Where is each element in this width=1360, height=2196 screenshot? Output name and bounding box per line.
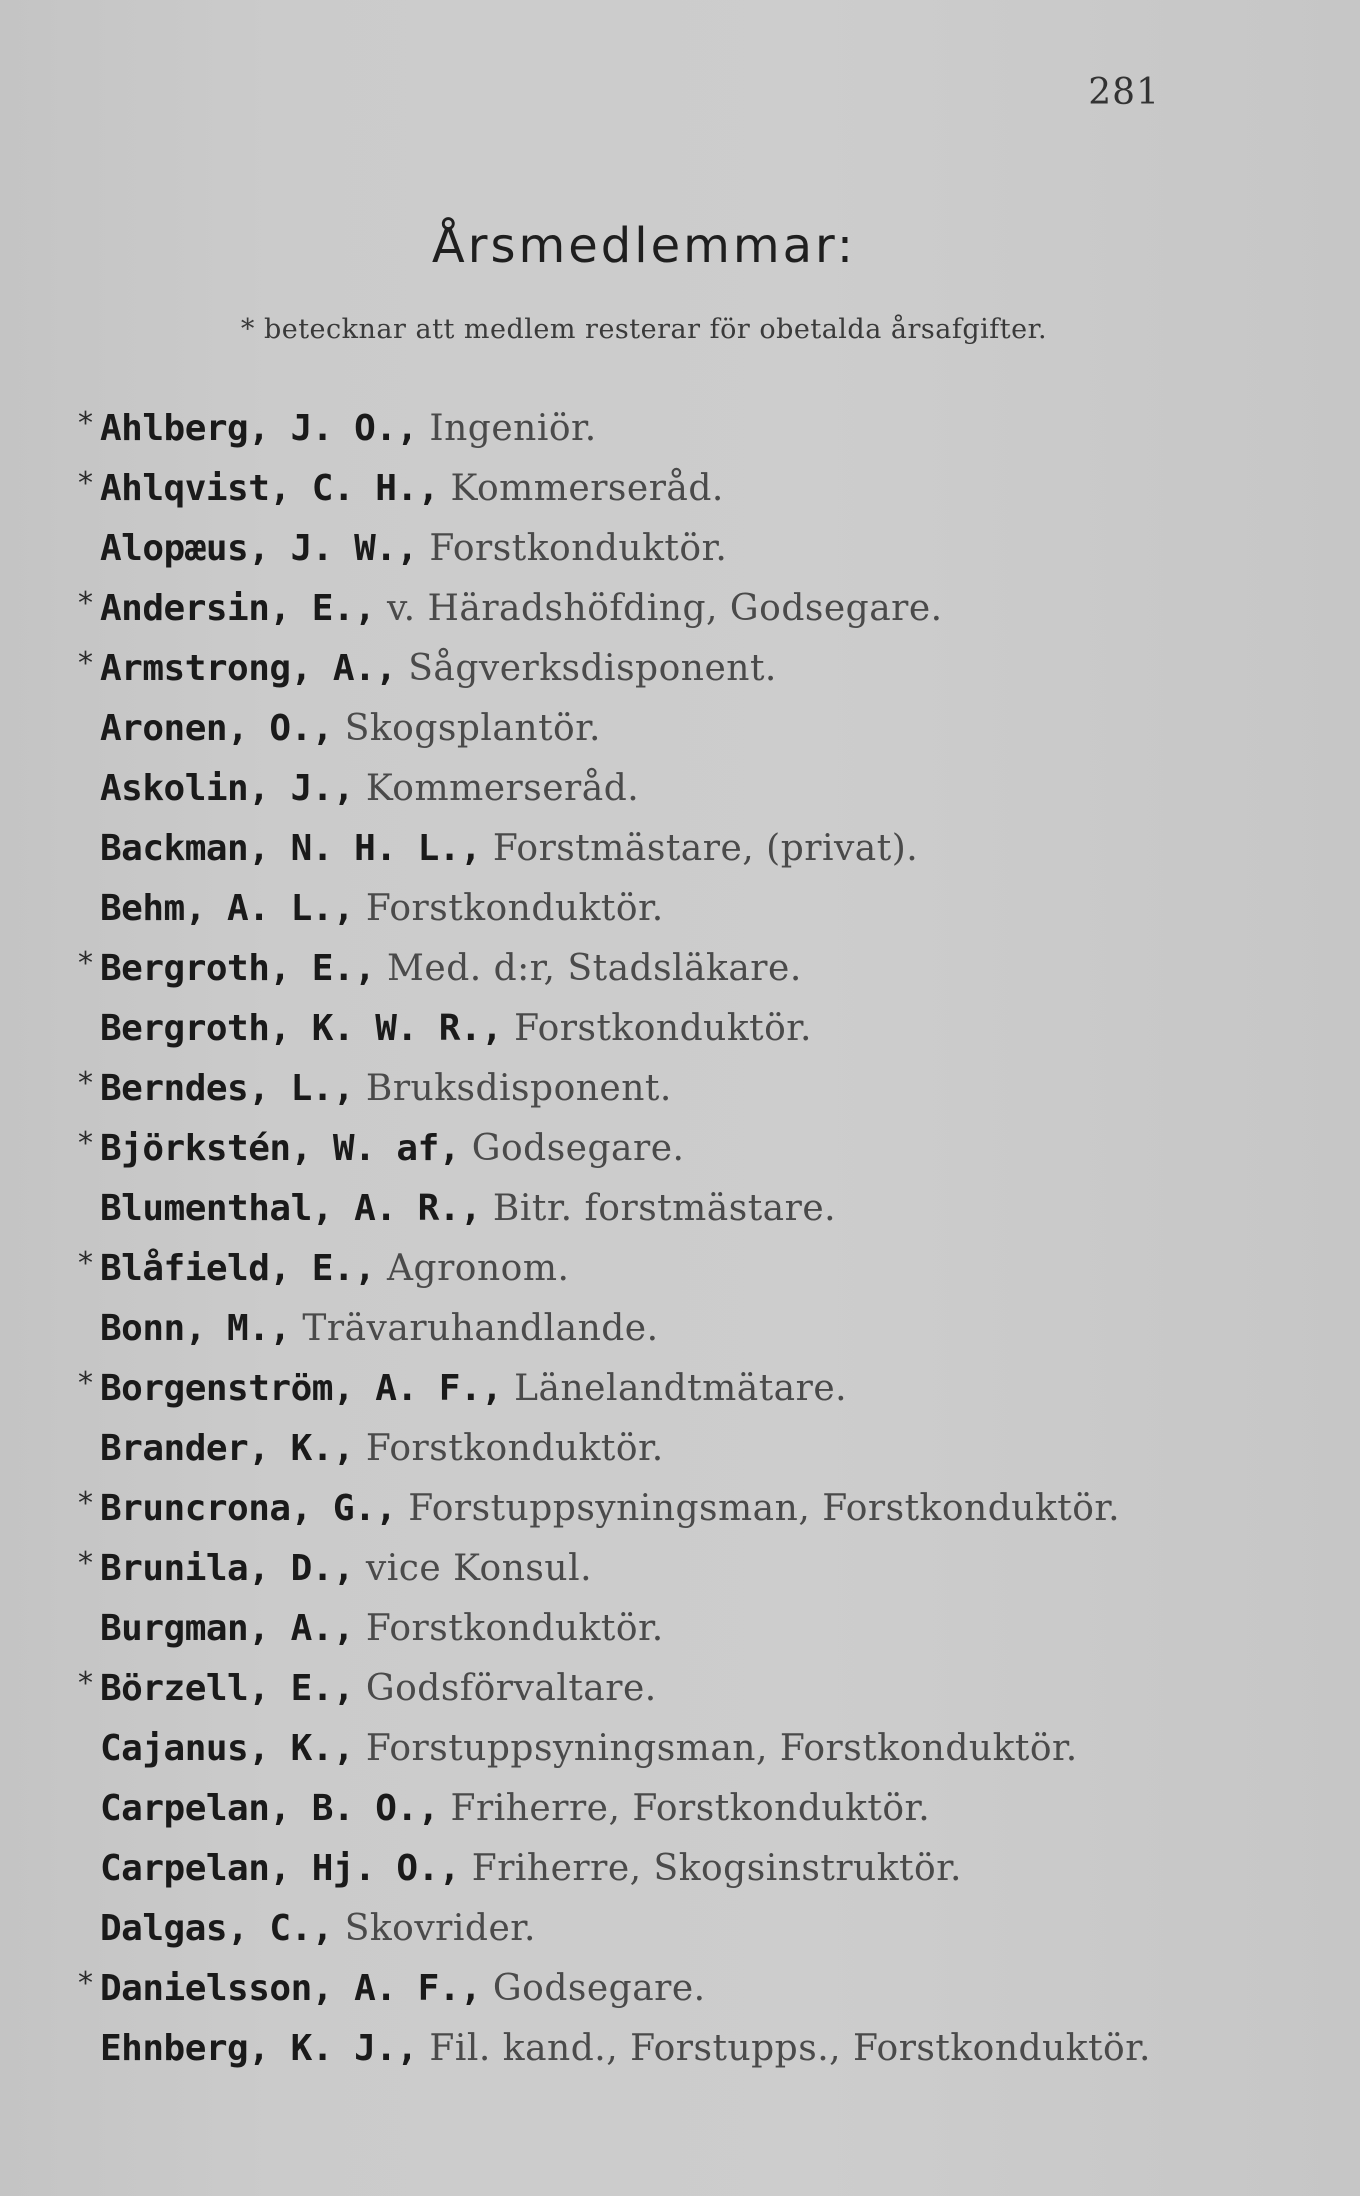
arrears-mark: * [78, 1966, 93, 2001]
footnote-legend: * betecknar att medlem resterar för obetalda årsafgifter. [240, 314, 1048, 345]
member-title: Forstmästare, (privat). [492, 828, 919, 869]
member-name: Bonn, M., [100, 1308, 291, 1349]
member-entry [78, 1118, 1278, 1178]
member-title: Forstuppsyningsman, Forstkonduktör. [408, 1488, 1121, 1529]
arrears-mark: * [78, 1666, 93, 1701]
member-title: Kommerseråd. [365, 768, 640, 809]
member-title: Länelandtmätare. [514, 1368, 848, 1409]
member-entry [78, 998, 1278, 1058]
member-title: Forstkonduktör. [429, 528, 728, 569]
member-entry [78, 518, 1278, 578]
member-name: Blumenthal, A. R., [100, 1188, 482, 1229]
page-heading: Årsmedlemmar: [431, 218, 857, 274]
member-entry [78, 1238, 1278, 1298]
member-title: v. Häradshöfding, Godsegare. [387, 588, 943, 629]
member-entry [78, 1658, 1278, 1718]
member-title: Godsförvaltare. [365, 1668, 657, 1709]
member-name: Björkstén, W. af, [100, 1128, 460, 1169]
member-title: Trävaruhandlande. [302, 1308, 659, 1349]
member-name: Ahlqvist, C. H., [100, 468, 439, 509]
member-entry [78, 1298, 1278, 1358]
member-entry [78, 938, 1278, 998]
member-entry [78, 1058, 1278, 1118]
member-name: Backman, N. H. L., [100, 828, 482, 869]
member-name: Alopæus, J. W., [100, 528, 418, 569]
member-name: Burgman, A., [100, 1608, 355, 1649]
member-entry [78, 398, 1278, 458]
member-title: Forstkonduktör. [365, 1428, 664, 1469]
arrears-mark: * [78, 586, 93, 621]
member-entry [78, 1418, 1278, 1478]
member-title: Agronom. [387, 1248, 570, 1289]
member-title: Forstkonduktör. [365, 888, 664, 929]
member-entry [78, 818, 1278, 878]
member-entry [78, 1838, 1278, 1898]
arrears-mark: * [78, 1066, 93, 1101]
member-entry [78, 1538, 1278, 1598]
arrears-mark: * [78, 1366, 93, 1401]
member-name: Bergroth, K. W. R., [100, 1008, 503, 1049]
member-title: Skovrider. [344, 1908, 536, 1949]
arrears-mark: * [78, 946, 93, 981]
member-name: Borgenström, A. F., [100, 1368, 503, 1409]
arrears-mark: * [78, 1126, 93, 1161]
member-name: Berndes, L., [100, 1068, 355, 1109]
member-entry [78, 698, 1278, 758]
member-entry [78, 1178, 1278, 1238]
member-title: vice Konsul. [365, 1548, 593, 1589]
member-list [78, 398, 1278, 2078]
member-name: Dalgas, C., [100, 1908, 333, 1949]
member-entry [78, 638, 1278, 698]
member-entry [78, 1718, 1278, 1778]
member-entry [78, 458, 1278, 518]
member-name: Ehnberg, K. J., [100, 2028, 418, 2069]
member-name: Carpelan, Hj. O., [100, 1848, 460, 1889]
member-name: Andersin, E., [100, 588, 376, 629]
page-number: 281 [1088, 72, 1160, 113]
member-entry [78, 1898, 1278, 1958]
member-entry [78, 1958, 1278, 2018]
member-title: Ingeniör. [429, 408, 597, 449]
member-name: Börzell, E., [100, 1668, 355, 1709]
member-title: Friherre, Forstkonduktör. [450, 1788, 931, 1829]
arrears-mark: * [78, 646, 93, 681]
member-entry [78, 1778, 1278, 1838]
arrears-mark: * [78, 1246, 93, 1281]
member-title: Bruksdisponent. [365, 1068, 672, 1109]
member-entry [78, 878, 1278, 938]
member-title: Friherre, Skogsinstruktör. [471, 1848, 962, 1889]
member-entry [78, 1358, 1278, 1418]
member-title: Sågverksdisponent. [408, 648, 777, 689]
member-entry [78, 1478, 1278, 1538]
member-entry [78, 1598, 1278, 1658]
arrears-mark: * [78, 1486, 93, 1521]
member-title: Skogsplantör. [344, 708, 601, 749]
arrears-mark: * [78, 406, 93, 441]
member-entry [78, 2018, 1278, 2078]
member-title: Forstuppsyningsman, Forstkonduktör. [365, 1728, 1078, 1769]
member-entry [78, 578, 1278, 638]
member-title: Godsegare. [492, 1968, 706, 2009]
member-title: Kommerseråd. [450, 468, 724, 509]
member-name: Behm, A. L., [100, 888, 355, 929]
member-name: Blåfield, E., [100, 1248, 376, 1289]
member-name: Askolin, J., [100, 768, 355, 809]
member-entry [78, 758, 1278, 818]
member-title: Fil. kand., Forstupps., Forstkonduktör. [429, 2028, 1151, 2069]
member-name: Armstrong, A., [100, 648, 397, 689]
member-title: Bitr. forstmästare. [492, 1188, 837, 1229]
member-title: Forstkonduktör. [514, 1008, 812, 1049]
member-title: Med. d:r, Stadsläkare. [387, 948, 802, 989]
member-name: Brunila, D., [100, 1548, 355, 1589]
member-name: Bruncrona, G., [100, 1488, 397, 1529]
member-name: Danielsson, A. F., [100, 1968, 482, 2009]
member-title: Godsegare. [471, 1128, 685, 1169]
member-name: Aronen, O., [100, 708, 333, 749]
member-title: Forstkonduktör. [365, 1608, 664, 1649]
member-name: Cajanus, K., [100, 1728, 355, 1769]
member-name: Ahlberg, J. O., [100, 408, 418, 449]
member-name: Bergroth, E., [100, 948, 376, 989]
member-name: Carpelan, B. O., [100, 1788, 439, 1829]
member-name: Brander, K., [100, 1428, 355, 1469]
arrears-mark: * [78, 466, 93, 501]
arrears-mark: * [78, 1546, 93, 1581]
